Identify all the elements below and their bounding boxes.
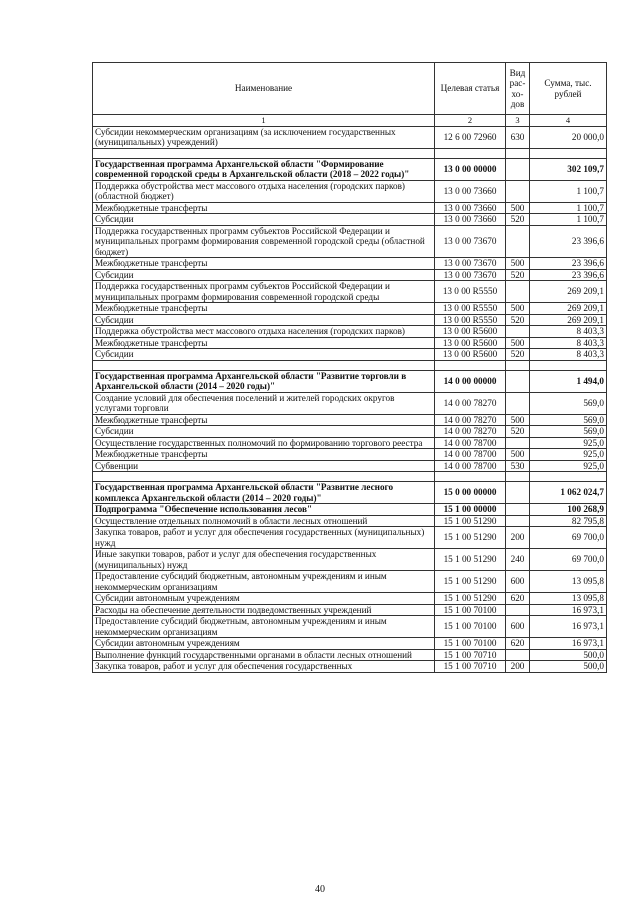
cell-code: 15 1 00 70100 [435,604,506,616]
cell-sum: 569,0 [530,414,607,426]
cell-name: Субсидии [93,314,435,326]
cell-name: Субсидии [93,349,435,361]
cell-code: 14 0 00 78700 [435,460,506,472]
col-number: 1 [93,115,435,127]
table-row [93,281,607,303]
col-number: 2 [435,115,506,127]
header-name: Наименование [93,63,435,115]
table-row [93,449,607,461]
cell-vid [506,437,530,449]
table-row [93,616,607,638]
cell-sum: 925,0 [530,460,607,472]
cell-name: Межбюджетные трансферты [93,414,435,426]
cell-name: Поддержка обустройства мест массового отдыха населения (городских парков) (областной бюджет) [93,180,435,202]
table-row [93,549,607,571]
cell-code: 13 0 00 73660 [435,202,506,214]
table-row [93,527,607,549]
cell-vid [506,604,530,616]
cell-code: 13 0 00 R5550 [435,303,506,315]
cell-name: Субсидии [93,426,435,438]
cell-vid [506,515,530,527]
cell-name: Расходы на обеспечение деятельности подведомственных учреждений [93,604,435,616]
cell-name: Закупка товаров, работ и услуг для обеспечения государственных [93,661,435,673]
cell-name: Субсидии некоммерческим организациям (за исключением государственных (муниципальных) учреждений) [93,126,435,148]
cell-name: Осуществление государственных полномочий по формированию торгового реестра [93,437,435,449]
cell-name: Выполнение функций государственными органами в области лесных отношений [93,649,435,661]
cell-name: Субвенции [93,460,435,472]
cell-name: Межбюджетные трансферты [93,337,435,349]
table-row [93,638,607,650]
table-row [93,349,607,361]
table-row [93,214,607,226]
cell-sum: 569,0 [530,392,607,414]
cell-sum: 20 000,0 [530,126,607,148]
cell-sum: 13 095,8 [530,593,607,605]
cell-name: Предоставление субсидий бюджетным, автономным учреждениям и иным некоммерческим организациям [93,616,435,638]
program-row [93,482,607,504]
cell-vid [506,326,530,338]
header-code: Целевая статья [435,63,506,115]
cell-sum: 1 100,7 [530,180,607,202]
cell-sum: 16 973,1 [530,604,607,616]
spacer-cell [435,148,506,158]
table-header-row [93,63,607,115]
col-number: 3 [506,115,530,127]
cell-vid [506,482,530,504]
cell-code: 15 1 00 70710 [435,649,506,661]
page-number: 40 [315,884,325,895]
spacer-cell [506,472,530,482]
cell-code: 14 0 00 00000 [435,370,506,392]
cell-sum: 82 795,8 [530,515,607,527]
cell-vid: 520 [506,426,530,438]
spacer-cell [93,360,435,370]
cell-code: 13 0 00 R5550 [435,281,506,303]
cell-name: Подпрограмма "Обеспечение использования лесов" [93,504,435,516]
cell-sum: 100 268,9 [530,504,607,516]
cell-vid [506,370,530,392]
cell-sum: 500,0 [530,661,607,673]
cell-code: 15 1 00 51290 [435,515,506,527]
table-body [93,126,607,672]
cell-name: Государственная программа Архангельской области "Формирование современной городской среды в Архангельской области (2018 – 2022 годы)" [93,158,435,180]
cell-code: 13 0 00 73660 [435,180,506,202]
cell-vid [506,180,530,202]
cell-name: Государственная программа Архангельской области "Развитие лесного комплекса Архангельской области (2014 – 2020 годы)" [93,482,435,504]
cell-name: Межбюджетные трансферты [93,449,435,461]
cell-code: 15 1 00 51290 [435,527,506,549]
spacer-cell [506,148,530,158]
cell-vid: 200 [506,661,530,673]
cell-sum: 269 209,1 [530,281,607,303]
cell-vid: 500 [506,202,530,214]
cell-vid: 520 [506,314,530,326]
cell-code: 14 0 00 78270 [435,426,506,438]
table-row [93,515,607,527]
cell-name: Предоставление субсидий бюджетным, автономным учреждениям и иным некоммерческим организациям [93,571,435,593]
cell-code: 13 0 00 73660 [435,214,506,226]
table-row [93,258,607,270]
cell-code: 13 0 00 R5600 [435,326,506,338]
cell-sum: 1 100,7 [530,202,607,214]
cell-sum: 500,0 [530,649,607,661]
table-row [93,314,607,326]
cell-sum: 8 403,3 [530,337,607,349]
table-row [93,649,607,661]
cell-name: Межбюджетные трансферты [93,303,435,315]
cell-sum: 269 209,1 [530,303,607,315]
cell-vid [506,649,530,661]
spacer-row [93,472,607,482]
cell-name: Субсидии [93,214,435,226]
table-row [93,225,607,258]
cell-sum: 302 109,7 [530,158,607,180]
cell-sum: 16 973,1 [530,616,607,638]
cell-sum: 23 396,6 [530,258,607,270]
cell-name: Поддержка обустройства мест массового отдыха населения (городских парков) [93,326,435,338]
table-row [93,180,607,202]
cell-name: Субсидии автономным учреждениям [93,638,435,650]
spacer-cell [530,472,607,482]
cell-vid: 600 [506,616,530,638]
spacer-cell [530,360,607,370]
cell-vid: 500 [506,258,530,270]
cell-vid: 500 [506,337,530,349]
cell-code: 14 0 00 78270 [435,414,506,426]
spacer-cell [435,360,506,370]
cell-sum: 1 494,0 [530,370,607,392]
cell-vid [506,281,530,303]
table-row [93,392,607,414]
cell-code: 15 1 00 51290 [435,549,506,571]
spacer-row [93,148,607,158]
cell-code: 13 0 00 73670 [435,225,506,258]
cell-vid: 530 [506,460,530,472]
cell-sum: 925,0 [530,449,607,461]
program-row [93,504,607,516]
cell-sum: 69 700,0 [530,549,607,571]
cell-vid: 520 [506,214,530,226]
program-row [93,158,607,180]
cell-code: 14 0 00 78700 [435,449,506,461]
table-row [93,337,607,349]
cell-sum: 23 396,6 [530,225,607,258]
cell-code: 13 0 00 R5550 [435,314,506,326]
cell-name: Закупка товаров, работ и услуг для обеспечения государственных (муниципальных) нужд [93,527,435,549]
cell-sum: 23 396,6 [530,269,607,281]
spacer-cell [435,472,506,482]
table-row [93,571,607,593]
cell-code: 15 1 00 70100 [435,638,506,650]
cell-name: Иные закупки товаров, работ и услуг для обеспечения государственных (муниципальных) нужд [93,549,435,571]
cell-vid: 520 [506,349,530,361]
cell-vid: 500 [506,414,530,426]
spacer-row [93,360,607,370]
cell-vid: 200 [506,527,530,549]
cell-name: Субсидии [93,269,435,281]
budget-table [92,62,607,673]
cell-name: Поддержка государственных программ субъектов Российской Федерации и муниципальных программ формирования современной городской среды [93,281,435,303]
cell-vid: 630 [506,126,530,148]
cell-vid: 500 [506,303,530,315]
table-row [93,202,607,214]
table-row [93,604,607,616]
table-row [93,661,607,673]
table-row [93,593,607,605]
cell-sum: 8 403,3 [530,349,607,361]
cell-code: 15 1 00 51290 [435,571,506,593]
header-vid: Вид рас-хо-дов [506,63,530,115]
cell-code: 13 0 00 R5600 [435,349,506,361]
cell-sum: 13 095,8 [530,571,607,593]
spacer-cell [530,148,607,158]
cell-vid [506,158,530,180]
cell-name: Субсидии автономным учреждениям [93,593,435,605]
cell-sum: 569,0 [530,426,607,438]
spacer-cell [93,472,435,482]
cell-vid [506,225,530,258]
cell-name: Межбюджетные трансферты [93,202,435,214]
cell-code: 13 0 00 73670 [435,258,506,270]
cell-vid: 500 [506,449,530,461]
table-row [93,426,607,438]
table-row [93,269,607,281]
cell-code: 13 0 00 00000 [435,158,506,180]
cell-name: Межбюджетные трансферты [93,258,435,270]
cell-name: Государственная программа Архангельской области "Развитие торговли в Архангельской области (2014 – 2020 годы)" [93,370,435,392]
cell-sum: 269 209,1 [530,314,607,326]
cell-code: 15 1 00 00000 [435,504,506,516]
table-row [93,326,607,338]
cell-code: 13 0 00 73670 [435,269,506,281]
table-row [93,303,607,315]
spacer-cell [506,360,530,370]
cell-vid: 600 [506,571,530,593]
program-row [93,370,607,392]
table-row [93,126,607,148]
column-number-row [93,115,607,127]
cell-vid: 240 [506,549,530,571]
cell-code: 14 0 00 78270 [435,392,506,414]
cell-vid: 620 [506,593,530,605]
cell-code: 15 1 00 51290 [435,593,506,605]
cell-code: 13 0 00 R5600 [435,337,506,349]
spacer-cell [93,148,435,158]
table-row [93,460,607,472]
cell-sum: 8 403,3 [530,326,607,338]
cell-sum: 1 062 024,7 [530,482,607,504]
table-row [93,437,607,449]
cell-code: 15 1 00 70710 [435,661,506,673]
cell-vid [506,504,530,516]
header-sum: Сумма, тыс. рублей [530,63,607,115]
cell-code: 15 0 00 00000 [435,482,506,504]
col-number: 4 [530,115,607,127]
cell-sum: 1 100,7 [530,214,607,226]
cell-vid: 520 [506,269,530,281]
cell-code: 12 6 00 72960 [435,126,506,148]
cell-name: Создание условий для обеспечения поселений и жителей городских округов услугами торговли [93,392,435,414]
cell-sum: 16 973,1 [530,638,607,650]
cell-name: Осуществление отдельных полномочий в области лесных отношений [93,515,435,527]
cell-sum: 925,0 [530,437,607,449]
cell-code: 14 0 00 78700 [435,437,506,449]
cell-vid: 620 [506,638,530,650]
cell-vid [506,392,530,414]
cell-code: 15 1 00 70100 [435,616,506,638]
cell-sum: 69 700,0 [530,527,607,549]
table-row [93,414,607,426]
cell-name: Поддержка государственных программ субъектов Российской Федерации и муниципальных программ формирования современной городской среды (областной бюджет) [93,225,435,258]
